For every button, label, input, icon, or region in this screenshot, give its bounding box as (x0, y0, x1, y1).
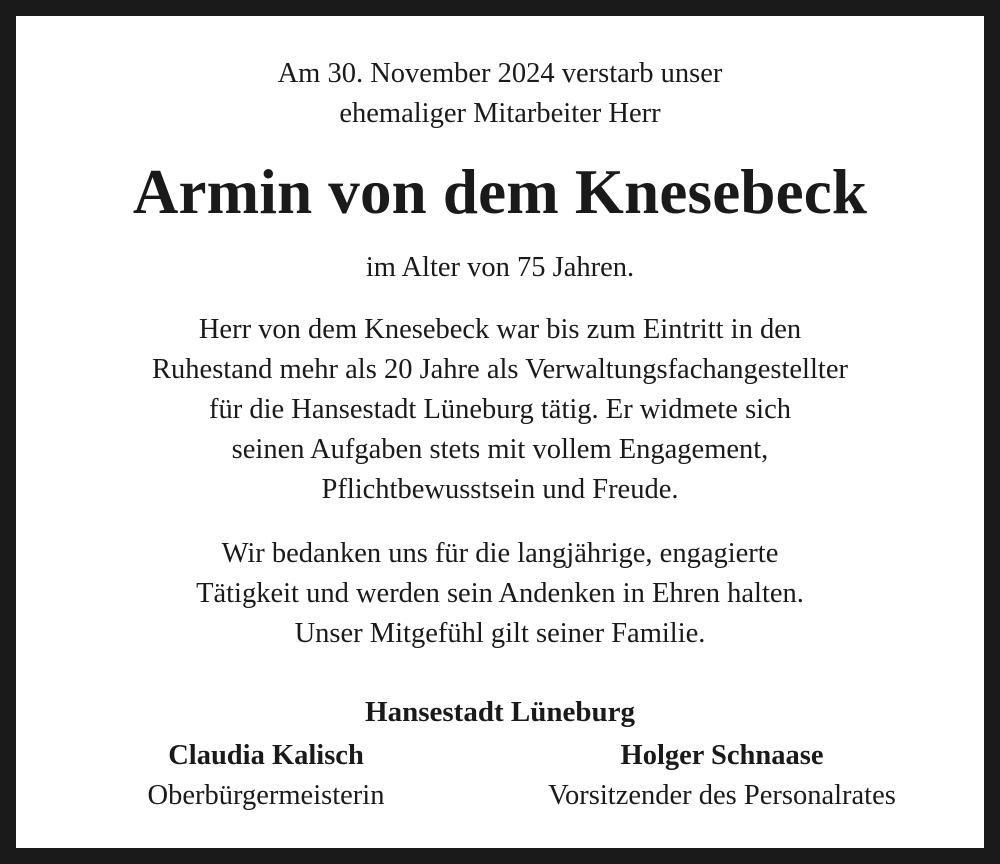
signatory-name: Holger Schnaase (620, 740, 824, 771)
signatory-left (106, 738, 426, 814)
signatory-right (502, 738, 942, 814)
age-line: im Alter von 75 Jahren. (365, 252, 635, 283)
intro-line-2: ehemaliger Mitarbeiter Herr (339, 98, 661, 129)
signatory-name: Claudia Kalisch (168, 740, 364, 771)
organization-name: Hansestadt Lüneburg (365, 696, 635, 728)
thanks-line-2: Tätigkeit und werden sein Andenken in Ehren halten. (196, 578, 804, 609)
tribute-line-3: für die Hansestadt Lüneburg tätig. Er widmete sich (209, 394, 791, 425)
thanks-line-3: Unser Mitgefühl gilt seiner Familie. (294, 618, 706, 649)
signatory-role: Oberbürgermeisterin (147, 780, 385, 811)
thanks-line-1: Wir bedanken uns für die langjährige, engagierte (221, 538, 779, 569)
deceased-name: Armin von dem Knesebeck (132, 157, 868, 227)
tribute-line-2: Ruhestand mehr als 20 Jahre als Verwaltungsfachangestellter (152, 354, 848, 385)
signatory-role: Vorsitzender des Personalrates (548, 780, 896, 811)
tribute-line-4: seinen Aufgaben stets mit vollem Engagement, (231, 434, 769, 465)
tribute-line-1: Herr von dem Knesebeck war bis zum Eintritt in den (198, 314, 802, 345)
intro-line-1: Am 30. November 2024 verstarb unser (277, 58, 723, 89)
tribute-line-5: Pflichtbewusstsein und Freude. (321, 474, 679, 505)
